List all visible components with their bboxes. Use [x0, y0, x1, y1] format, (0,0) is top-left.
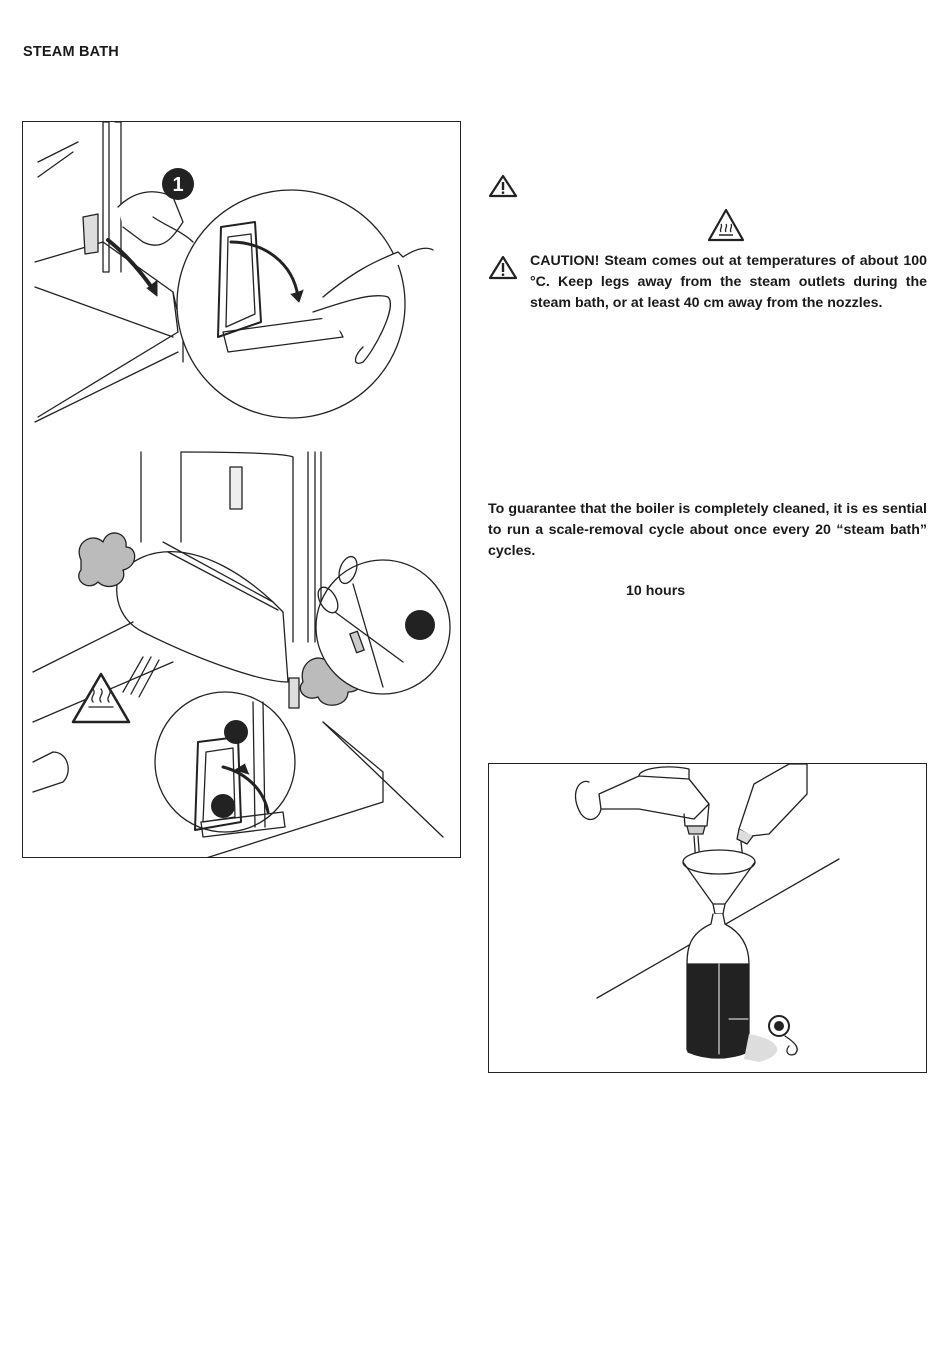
step-number: 1	[172, 174, 184, 196]
descaling-illustration	[488, 763, 927, 1073]
warning-triangle-icon	[488, 174, 518, 198]
caution-warning-text: CAUTION! Steam comes out at temperatures of about 100 °C. Keep legs away from the steam outlets during the steam bath, or at least 40 cm away from the nozzles.	[530, 253, 927, 311]
steam-outlet-illustration	[22, 121, 461, 858]
hot-surface-icon	[707, 208, 745, 242]
page-title: STEAM BATH	[23, 44, 119, 60]
warning-triangle-icon	[488, 255, 518, 281]
hours-value: 10 hours	[626, 583, 686, 599]
boiler-cleaning-paragraph: To guarantee that the boiler is completely cleaned, it is es sential to run a scale-removal cycle about once every 20 “steam bath” cycles.	[488, 501, 927, 559]
